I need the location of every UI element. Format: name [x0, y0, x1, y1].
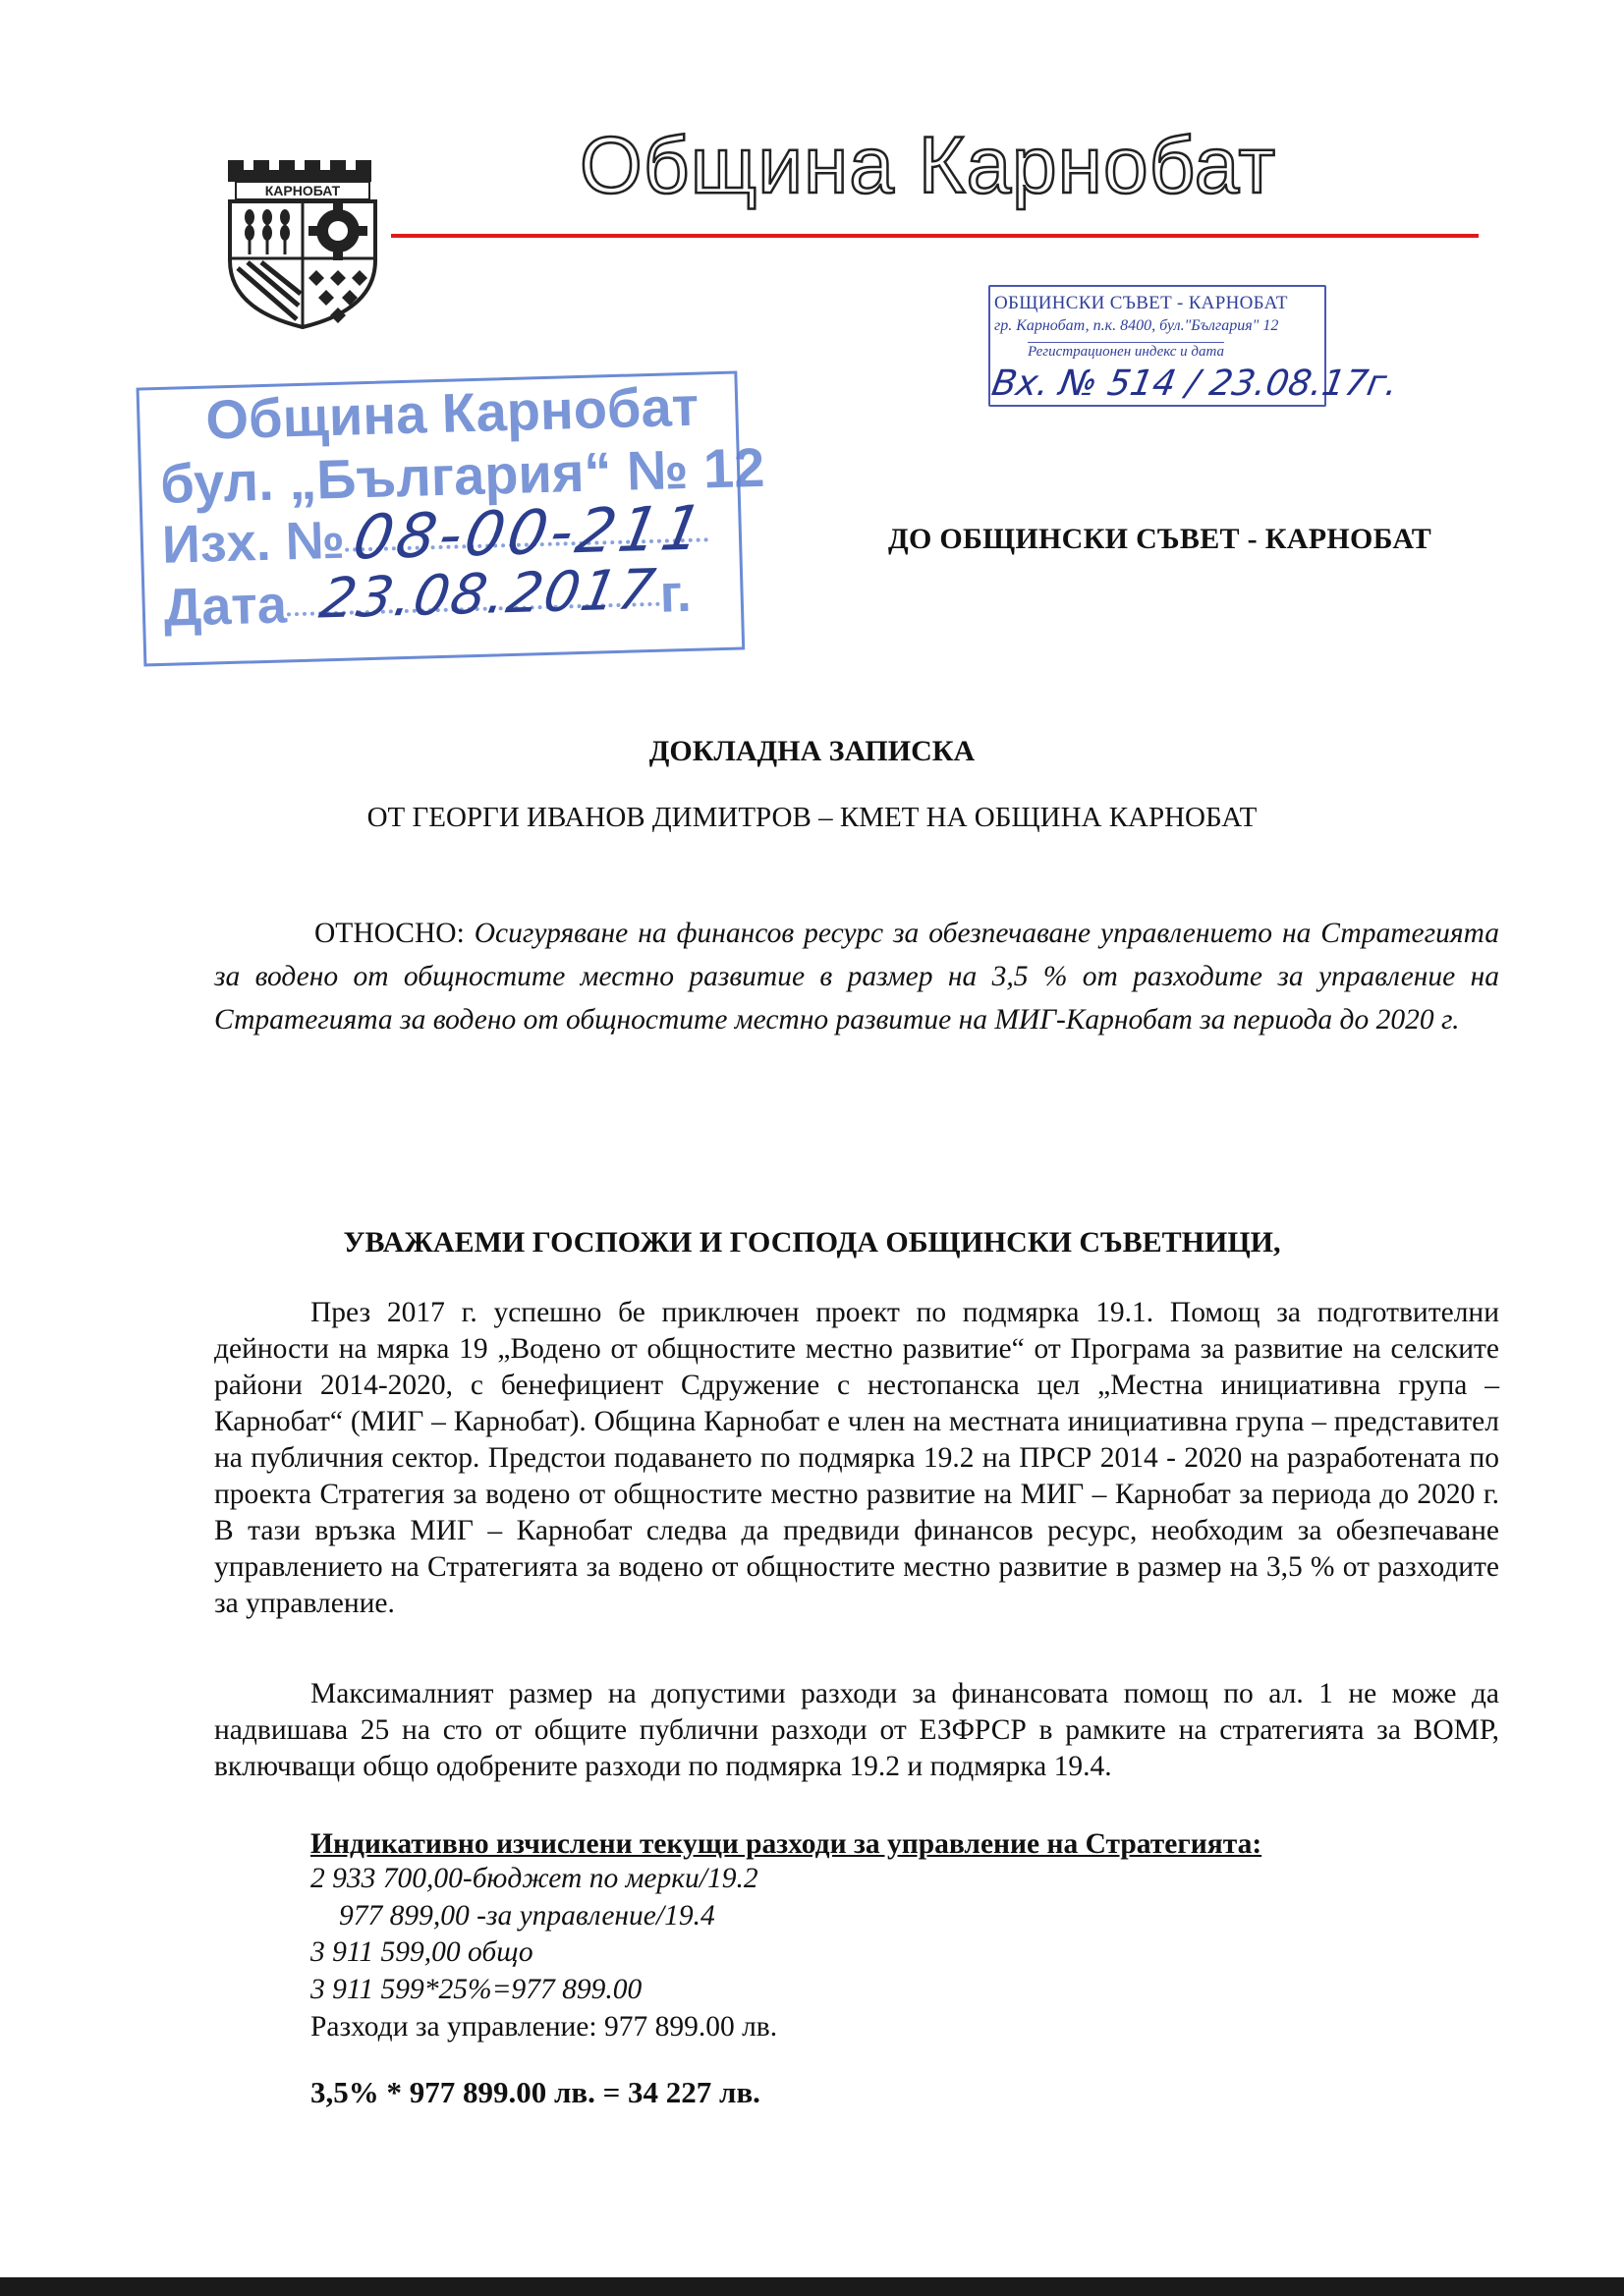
stamp-council-address: гр. Карнобат, п.к. 8400, бул."България" 12: [994, 317, 1279, 334]
body-paragraph: През 2017 г. успешно бе приключен проект по подмярка 19.1. Помощ за подготвителни дейности на мярка 19 „Водено от общностите местно развитие“ от Програма за развитие на селските райони 2014-2020, с бенефициент Сдружение с нестопанска цел „Местна инициативна група – Карнобат“ (МИГ – Карнобат). Община Карнобат е член на местната инициативна група – представител на публичния сектор. Предстои подаването по подмярка 19.2 на ПРСР 2014 - 2020 на разработената по проекта Стратегия за водено от общностите местно развитие на МИГ – Карнобат за периода до 2020 г. В тази връзка МИГ – Карнобат следва да предвиди финансов ресурс, необходим за обезпечаване управлението на Стратегията за водено от общностите местно развитие в размер на 3,5 % от разходите за управление.: [214, 1297, 1499, 1619]
stamp-outgoing-date: 23.08.2017: [314, 557, 662, 632]
stamp-municipality: Община Карнобат: [204, 374, 700, 451]
calculation-line: 3 911 599,00 общо: [310, 1936, 533, 1968]
header-rule: [391, 234, 1479, 238]
municipality-crest: [218, 152, 387, 329]
stamp-address: бул. „България“ № 12: [159, 435, 766, 515]
subject-text: Осигуряване на финансов ресурс за обезпечаване управлението на Стратегията за водено от общностите местно развитие в размер на 3,5 % от разходите за управление на Стратегията за водено от общностите местно развитие на МИГ-Карнобат за периода до 2020 г.: [214, 918, 1499, 1036]
stamp-date-label: Дата: [162, 575, 288, 638]
calculation-total: 3,5% * 977 899.00 лв. = 34 227 лв.: [310, 2075, 760, 2109]
scan-edge: [0, 2277, 1624, 2296]
outgoing-stamp: [136, 352, 766, 661]
stamp-incoming-number: Вх. № 514 / 23.08.17г.: [988, 364, 1401, 404]
calculation-heading: Индикативно изчислени текущи разходи за управление на Стратегията:: [310, 1828, 1262, 1860]
svg-text:КАРНОБАТ: КАРНОБАТ: [264, 183, 341, 198]
stamp-register-label: Регистрационен индекс и дата: [1028, 344, 1224, 360]
stamp-council-name: ОБЩИНСКИ СЪВЕТ - КАРНОБАТ: [994, 293, 1288, 313]
body-paragraph: Максималният размер на допустими разходи за финансовата помощ по ал. 1 не може да надвишава 25 на сто от общите публични разходи от ЕЗФРСР в рамките на стратегията за ВОМР, включващи общо одобрените разходи по подмярка 19.2 и подмярка 19.4.: [214, 1678, 1499, 1782]
salutation: УВАЖАЕМИ ГОСПОЖИ И ГОСПОДА ОБЩИНСКИ СЪВЕТНИЦИ,: [343, 1226, 1281, 1259]
calculation-line: 3 911 599*25%=977 899.00: [310, 1974, 643, 2005]
document-author: ОТ ГЕОРГИ ИВАНОВ ДИМИТРОВ – КМЕТ НА ОБЩИНА КАРНОБАТ: [366, 802, 1258, 833]
calculation-summary: Разходи за управление: 977 899.00 лв.: [310, 2011, 778, 2043]
stamp-outgoing-number: 08-00-211: [348, 491, 712, 574]
stamp-year-suffix: г.: [658, 563, 693, 624]
stamp-number-label: Изх. №: [161, 510, 346, 575]
subject: [214, 912, 1499, 1041]
subject-label: ОТНОСНО:: [314, 918, 475, 949]
recipient: ДО ОБЩИНСКИ СЪВЕТ - КАРНОБАТ: [888, 523, 1432, 555]
organization-title: Община Карнобат: [580, 121, 1276, 210]
calculation-line: 2 933 700,00-бюджет по мерки/19.2: [310, 1863, 758, 1894]
calculation-line: 977 899,00 -за управление/19.4: [339, 1900, 715, 1932]
council-registration-stamp: [988, 285, 1401, 411]
document-title: ДОКЛАДНА ЗАПИСКА: [648, 735, 976, 767]
